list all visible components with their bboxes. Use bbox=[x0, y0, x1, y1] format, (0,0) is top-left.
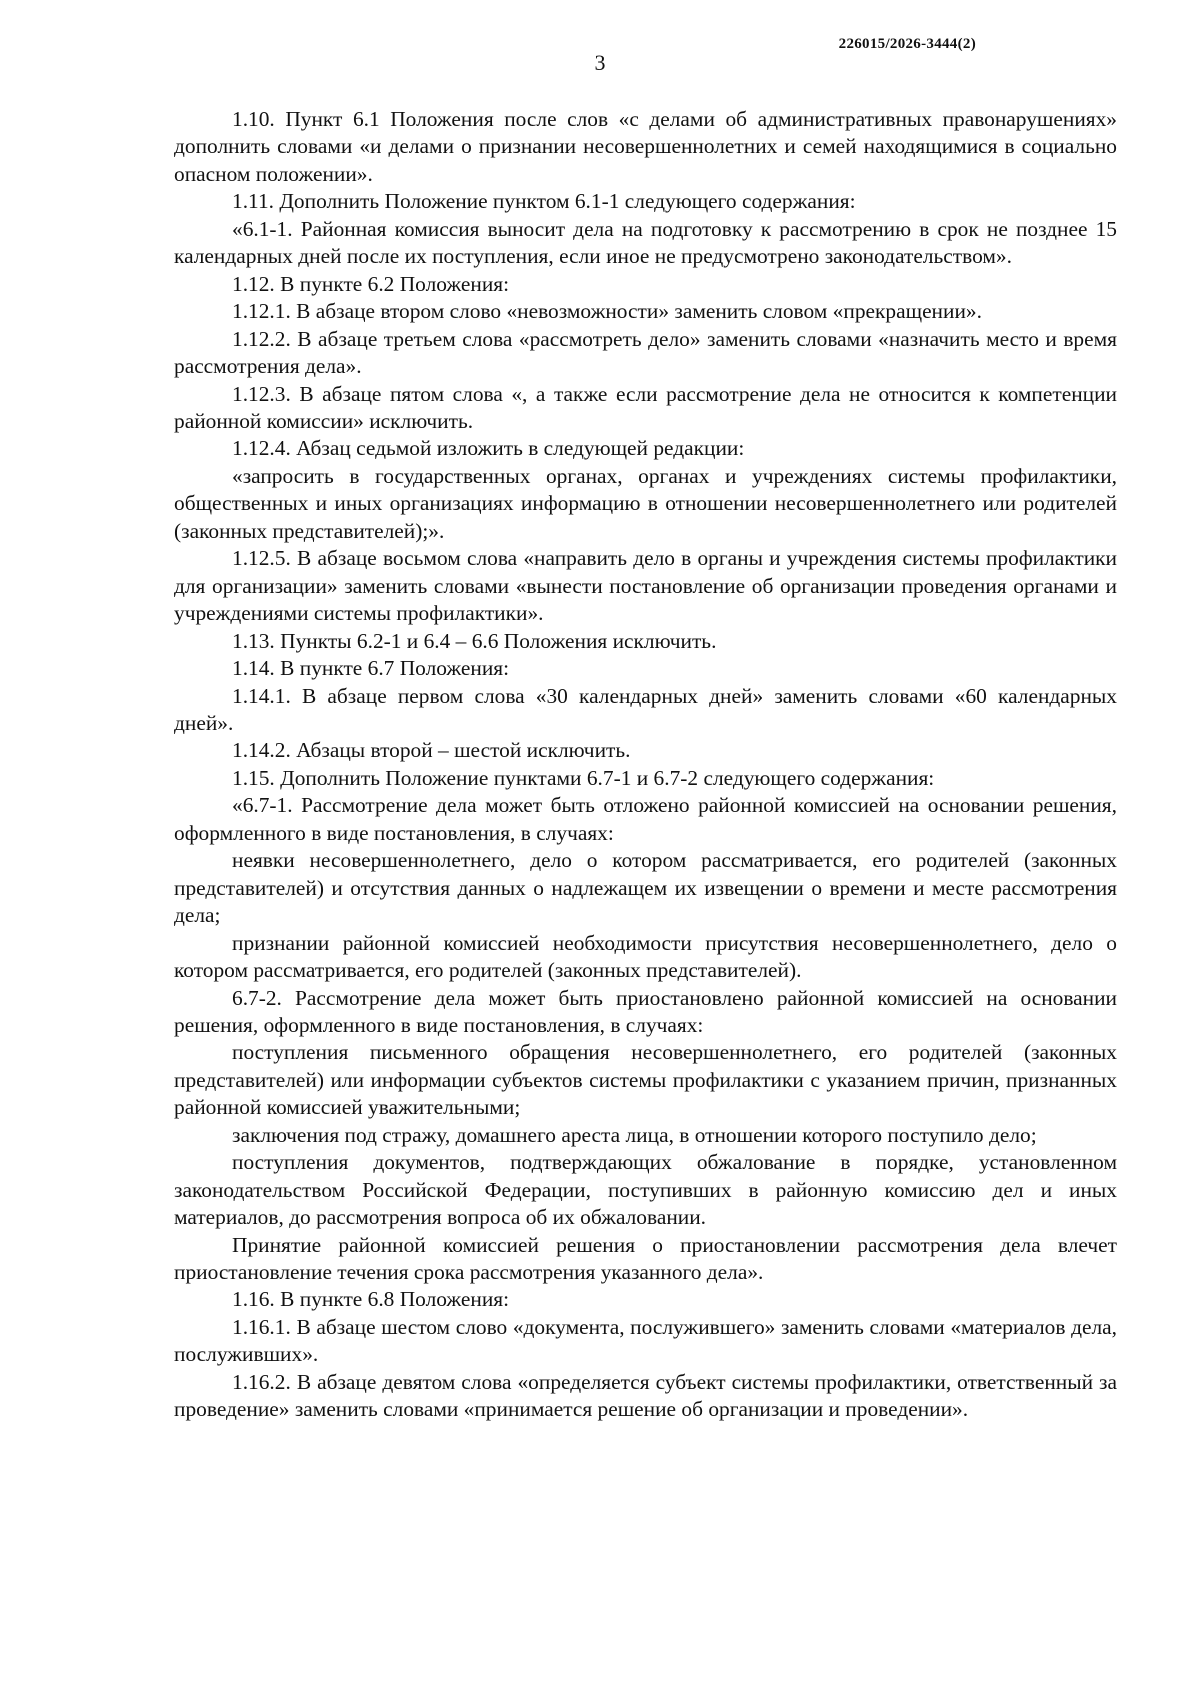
paragraph-1-12: 1.12. В пункте 6.2 Положения: bbox=[232, 271, 510, 296]
paragraph-1-12-3: 1.12.3. В абзаце пятом слова «, а также если рассмотрение дела не относится к компетенции районной комиссии» исключить. bbox=[174, 381, 1117, 433]
paragraph-6-7-1-case-2: признании районной комиссией необходимости присутствия несовершеннолетнего, дело о котором рассматривается, его родителей (законных представителей). bbox=[174, 930, 1117, 983]
paragraph-6-7-2-case-2: заключения под стражу, домашнего ареста лица, в отношении которого поступило дело; bbox=[232, 1122, 1037, 1147]
paragraph-6-7-2-closing: Принятие районной комиссией решения о приостановлении рассмотрения дела влечет приостановление течения срока рассмотрения указанного дела». bbox=[174, 1232, 1117, 1285]
paragraph-6-7-2-case-3: поступления документов, подтверждающих обжалование в порядке, установленном законодательством Российской Федерации, поступивших в районную комиссию дел и иных материалов, до рассмотрения вопроса об их обжаловании. bbox=[174, 1150, 1117, 1230]
paragraph-1-10: 1.10. Пункт 6.1 Положения после слов «с делами об административных правонарушениях» дополнить словами «и делами о признании несовершеннолетних и семей находящимися в социально опасном положении». bbox=[174, 107, 1117, 186]
paragraph-1-12-1: 1.12.1. В абзаце втором слово «невозможности» заменить словом «прекращении». bbox=[232, 299, 982, 324]
paragraph-1-15: 1.15. Дополнить Положение пунктами 6.7-1 и 6.7-2 следующего содержания: bbox=[232, 765, 935, 790]
paragraph-1-14-1: 1.14.1. В абзаце первом слова «30 календарных дней» заменить словами «60 календарных дней». bbox=[174, 683, 1117, 735]
paragraph-1-11: 1.11. Дополнить Положение пунктом 6.1-1 следующего содержания: bbox=[232, 189, 856, 214]
paragraph-1-16-2: 1.16.2. В абзаце девятом слова «определяется субъект системы профилактики, ответственный за проведение» заменить словами «принимается решение об организации и проведении». bbox=[174, 1369, 1117, 1422]
page-number: 3 bbox=[594, 50, 606, 75]
paragraph-1-14: 1.14. В пункте 6.7 Положения: bbox=[232, 656, 510, 681]
paragraph-6-7-1-case-1: неявки несовершеннолетнего, дело о котором рассматривается, его родителей (законных представителей) и отсутствия данных о надлежащем их извещении о времени и месте рассмотрения дела; bbox=[174, 848, 1117, 928]
paragraph-6-7-1-quote: «6.7-1. Рассмотрение дела может быть отложено районной комиссией на основании решения, оформленного в виде постановления, в случаях: bbox=[174, 793, 1117, 845]
paragraph-1-16: 1.16. В пункте 6.8 Положения: bbox=[232, 1287, 510, 1312]
paragraph-1-12-2: 1.12.2. В абзаце третьем слова «рассмотреть дело» заменить словами «назначить место и время рассмотрения дела». bbox=[174, 326, 1117, 379]
paragraph-1-16-1: 1.16.1. В абзаце шестом слово «документа, послужившего» заменить словами «материалов дела, послуживших». bbox=[174, 1314, 1117, 1367]
paragraph-6-7-2: 6.7-2. Рассмотрение дела может быть приостановлено районной комиссией на основании решения, оформленного в виде постановления, в случаях: bbox=[174, 985, 1117, 1037]
paragraph-1-12-4: 1.12.4. Абзац седьмой изложить в следующей редакции: bbox=[232, 436, 745, 461]
paragraph-1-12-4-quote: «запросить в государственных органах, органах и учреждениях системы профилактики, общественных и иных организациях информацию в отношении несовершеннолетнего или родителей (законных представителей);». bbox=[174, 463, 1117, 543]
paragraph-1-12-5: 1.12.5. В абзаце восьмом слова «направить дело в органы и учреждения системы профилактики для организации» заменить словами «вынести постановление об организации проведения органами и учреждениями системы профилактики». bbox=[174, 546, 1117, 626]
paragraph-1-13: 1.13. Пункты 6.2-1 и 6.4 – 6.6 Положения исключить. bbox=[232, 628, 717, 653]
document-body bbox=[174, 106, 1117, 1424]
document-registration-number: 226015/2026-3444(2) bbox=[838, 36, 976, 52]
paragraph-6-1-1-quote: «6.1-1. Районная комиссия выносит дела на подготовку к рассмотрению в срок не позднее 15 календарных дней после их поступления, если иное не предусмотрено законодательством». bbox=[174, 216, 1117, 269]
paragraph-6-7-2-case-1: поступления письменного обращения несовершеннолетнего, его родителей (законных представителей) или информации субъектов системы профилактики с указанием причин, признанных районной комиссией уважительными; bbox=[174, 1040, 1117, 1120]
paragraph-1-14-2: 1.14.2. Абзацы второй – шестой исключить. bbox=[232, 738, 631, 763]
